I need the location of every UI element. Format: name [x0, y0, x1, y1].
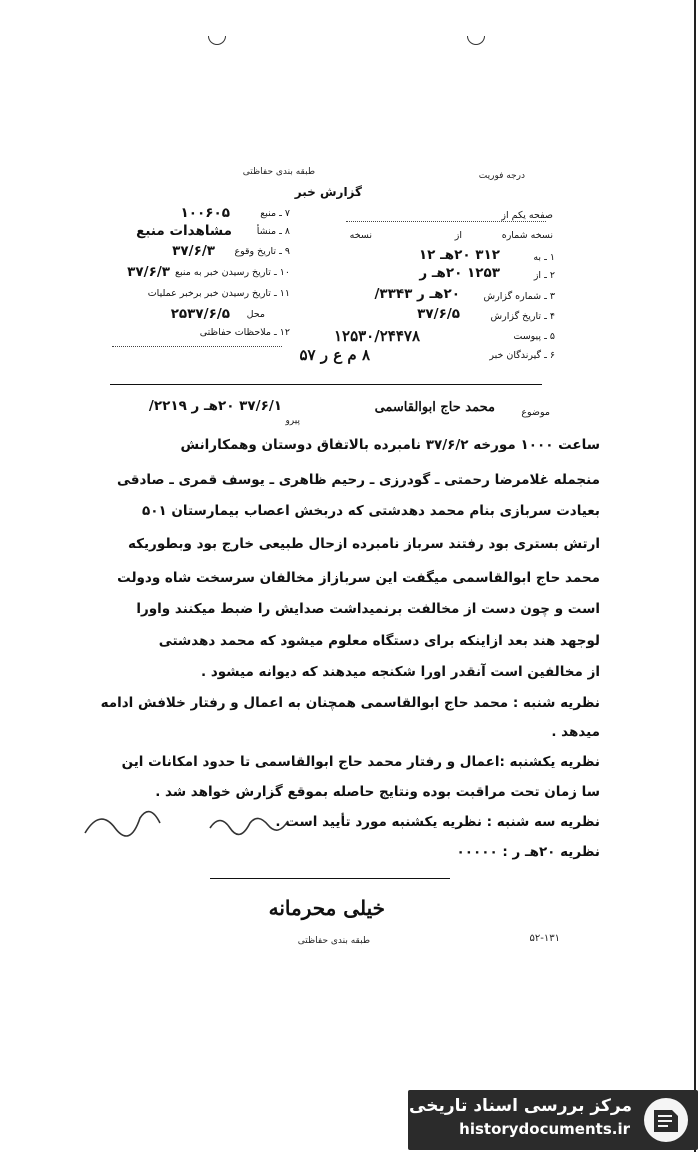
copy-of-label: از — [454, 230, 462, 241]
priority-label: درجه فوریت — [478, 171, 525, 181]
body-line: میدهد . — [551, 724, 600, 740]
field-attachment-label: ۵ ـ پیوست — [513, 331, 555, 342]
signature-scribble — [80, 798, 310, 848]
field-event-date-value: ۳۷/۶/۳ — [172, 243, 215, 259]
field-event-date-label: ۹ ـ تاریخ وقوع — [234, 246, 290, 257]
footer-classification-label: طبقه بندی حفاظتی — [297, 936, 370, 946]
field-source-value: ۱۰۰۶۰۵ — [180, 205, 230, 221]
field-to-value: ۳۱۲ ۲۰هـ ۱۲ — [418, 247, 500, 263]
field-ops-label: ۱۱ ـ تاریخ رسیدن خبر برخبر عملیات — [147, 288, 290, 299]
field-report-date-value: ۳۷/۶/۵ — [417, 306, 460, 322]
punch-hole-right — [467, 36, 485, 45]
field-report-date-label: ۴ ـ تاریخ گزارش — [490, 311, 555, 322]
field-attachment-value: ۱۲۵۳۰/۲۴۴۷۸ — [333, 327, 420, 345]
subject-label: موضوع — [521, 407, 550, 418]
logo-title: مرکز بررسی اسناد تاریخی — [409, 1096, 632, 1116]
copy-of-suffix: نسخه — [349, 230, 372, 241]
body-line: ارتش بستری بود رفتند سرباز نامبرده ازحال طبیعی خارج بود وبطوریکه — [127, 536, 600, 552]
body-line: منجمله غلامرضا رحمتی ـ گودرزی ـ رحیم ظاهری ـ یوسف قمری ـ صادقی — [116, 472, 600, 488]
copy-label: نسخه شماره — [501, 230, 553, 241]
confidential-stamp: خیلی محرمانه — [268, 896, 385, 920]
field-report-no-value: ۲۰هـ ر ۳۳۴۳/ — [374, 286, 460, 302]
body-line: از مخالفین است آنقدر اورا شکنجه میدهند که دیوانه میشود . — [201, 664, 600, 680]
body-line: محمد حاج ابوالقاسمی میگفت این سربازاز مخالفان سرسخت شاه ودولت — [117, 570, 600, 586]
top-rule — [110, 384, 542, 385]
body-line: نظریه شنبه : محمد حاج ابوالقاسمی همچنان به اعمال و رفتار خلافش ادامه — [100, 695, 600, 711]
page-line — [346, 221, 546, 222]
document-folder-icon — [642, 1096, 690, 1144]
field-source-label: ۷ ـ منبع — [260, 208, 290, 219]
logo-url: historydocuments.ir — [459, 1120, 630, 1138]
field-origin-label: ۸ ـ منشأ — [256, 226, 290, 237]
classification-label: طبقه بندی حفاظتی — [242, 167, 315, 177]
field-recipients-label: ۶ ـ گیرندگان خبر — [489, 350, 555, 361]
page-edge — [694, 0, 696, 1152]
notes-line-1 — [112, 346, 282, 347]
field-recipients-value: ۸ م ع ر ۵۷ — [299, 346, 370, 364]
body-line: ساعت ۱۰۰۰ مورخه ۳۷/۶/۲ نامبرده بالاتفاق دوستان وهمکارانش — [180, 437, 600, 453]
subject-ref-suffix: پیرو — [285, 416, 300, 426]
subject-value: محمد حاج ابوالقاسمی — [374, 400, 495, 415]
field-received-value: ۳۷/۶/۳ — [127, 264, 170, 280]
page-label: صفحه یکم از — [501, 210, 553, 221]
body-line: نظریه سه شنبه : نظریه یکشنبه مورد تأیید است . — [275, 814, 600, 830]
punch-hole-left — [208, 36, 226, 45]
field-place-value: ۲۵۳۷/۶/۵ — [170, 306, 230, 322]
body-line: سا زمان تحت مراقبت بوده ونتایج حاصله بموقع گزارش خواهد شد . — [155, 784, 600, 800]
field-from-value: ۱۲۵۳ ۲۰هـ ر — [419, 265, 500, 281]
field-received-label: ۱۰ ـ تاریخ رسیدن خبر به منبع — [175, 267, 290, 278]
body-line: لوجهد هند بعد ازاینکه برای دستگاه معلوم میشود که محمد دهدشتی — [158, 633, 600, 649]
field-report-no-label: ۳ ـ شماره گزارش — [483, 291, 555, 302]
field-from-label: ۲ ـ از — [533, 270, 555, 281]
field-origin-value: مشاهدات منبع — [136, 223, 232, 239]
field-notes-label: ۱۲ ـ ملاحظات حفاظتی — [199, 327, 290, 338]
body-line: بعیادت سربازی بنام محمد دهدشتی که دربخش اعصاب بیمارستان ۵۰۱ — [141, 503, 600, 519]
form-number: ۵۲-۱۳۱ — [529, 933, 560, 944]
bottom-rule — [210, 878, 450, 879]
body-line: نظریه یکشنبه :اعمال و رفتار محمد حاج ابوالقاسمی تا حدود امکانات این — [121, 754, 600, 770]
body-line: نظریه ۲۰هـ ر : ۰۰۰۰۰ — [456, 844, 600, 860]
field-place-label: محل — [246, 309, 265, 320]
report-type: گزارش خبر — [294, 185, 362, 199]
archive-logo — [408, 1090, 698, 1150]
field-to-label: ۱ ـ به — [533, 252, 555, 263]
subject-ref: ۳۷/۶/۱ ۲۰هـ ر ۲۲۱۹/ — [148, 398, 282, 414]
body-line: است و چون دست از مخالفت برنمیداشت صدایش را ضبط میکنند واورا — [136, 601, 600, 617]
